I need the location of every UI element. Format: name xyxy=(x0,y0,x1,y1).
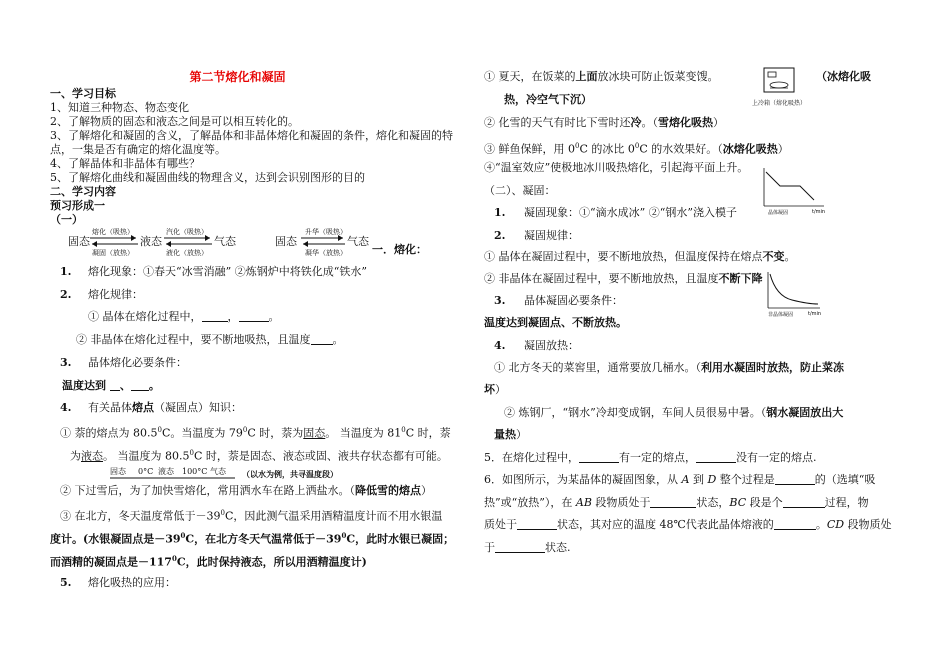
diagram2-solid: 固态 xyxy=(275,235,297,248)
q4c-line: ③ 在北方，冬天温度常低于$-39^0C$，因此测气温采用酒精温度计而不用水银温 xyxy=(60,509,443,523)
q4a-line2: 为液态。 当温度为 80.5$^0$C 时，萘是固态、液态或固、液共存状态都有可能。 xyxy=(70,449,448,463)
diagram-gas: 气态 xyxy=(214,235,236,248)
part-two-label: （二）、凝固： xyxy=(484,184,556,197)
diagram2-gas: 气态 xyxy=(347,235,369,248)
fig-temp: 0°C xyxy=(138,467,154,476)
q2b-end: 。 xyxy=(332,333,344,346)
chart2-curve xyxy=(770,274,818,304)
q2-text: 熔化规律： xyxy=(88,288,143,301)
fridge-figure-icon xyxy=(760,66,800,102)
goal-3-cont: 点，一集是否有确定的熔化温度等。 xyxy=(50,143,226,156)
diagram2-desublime-label: 凝华（放热） xyxy=(305,249,347,257)
q2a-blank-1[interactable] xyxy=(202,310,228,322)
part-one-label: （一） xyxy=(50,213,83,226)
g3-number: 3. xyxy=(494,294,506,307)
state-diagram-solid-liquid-gas xyxy=(68,226,268,256)
q4b-line: ② 下过雪后，为了加快雪熔化，常用洒水车在路上洒盐水。（降低雪的熔点） xyxy=(60,484,432,497)
fig-axis-line-icon xyxy=(110,476,235,480)
q4a-line1: ① 萘的熔点为 80.5$^0$C。当温度为 $79^0C$ 时，萘为固态。 当温度为 $81^0C$ 时，萘 xyxy=(60,426,451,440)
r3-line: ③ 鲜鱼保鲜，用 $0^0C$ 的冰比 $0^0C$ 的水效果好。（冰熔化吸热） xyxy=(484,142,789,156)
section-learning-goals: 一、学习目标 xyxy=(50,87,116,100)
goal-3: 3、了解熔化和凝固的含义，了解晶体和非晶体熔化和凝固的条件，熔化和凝固的特 xyxy=(50,129,453,142)
g2-number: 2. xyxy=(494,229,506,242)
q3-blank-2[interactable] xyxy=(131,379,149,391)
q3-end: 。 xyxy=(148,379,160,392)
g2a-line: ① 晶体在凝固过程中，要不断地放热，但温度保持在熔点不变。 xyxy=(484,250,796,263)
r2-line: ② 化雪的天气有时比下雪时还冷。（雪熔化吸热） xyxy=(484,116,724,129)
r4-line: ④“温室效应”使极地冰川吸热熔化，引起海平面上升。 xyxy=(484,161,749,174)
temperature-figure xyxy=(110,465,410,483)
q4e-line: 而酒精的凝固点是$-117^0C$，此时保持液态，所以用酒精温度计) xyxy=(50,554,367,569)
chart1-tlabel: t/min xyxy=(812,209,826,215)
q6-blank-2[interactable] xyxy=(650,496,696,508)
q4-bold-melting-point: 熔点 xyxy=(132,401,154,414)
q2b-line xyxy=(76,333,344,347)
diagram-melt-label: 熔化（吸热） xyxy=(92,228,134,236)
crystal-solidify-chart xyxy=(752,164,832,218)
q5-right-line: 5．在熔化过程中， 有一定的熔点， 没有一定的熔点. xyxy=(484,451,817,464)
g4a-line: ① 北方冬天的菜窖里，通常要放几桶水。（利用水凝固时放热，防止菜冻 xyxy=(494,361,844,374)
q3-number: 3. xyxy=(60,356,72,369)
q3-text: 晶体熔化必要条件： xyxy=(88,356,187,369)
g4-number: 4. xyxy=(494,339,506,352)
q6-line1: 6．如图所示，为某晶体的凝固图象，从 A 到 D 整个过程是 的（选填“吸 xyxy=(484,473,876,486)
g2b-line: ② 非晶体在凝固过程中，要不断地放热，且温度不断下降 xyxy=(484,272,763,285)
goal-5: 5、了解熔化曲线和凝固曲线的物理含义，达到会识别图形的目的 xyxy=(50,171,365,184)
q6-blank-5[interactable] xyxy=(774,518,816,530)
amorphous-solidify-chart xyxy=(762,266,826,320)
fig-note: （以水为例，共寻温度段） xyxy=(242,469,338,479)
page-title: 第二节熔化和凝固 xyxy=(189,70,286,84)
q4-number: 4. xyxy=(60,401,72,414)
q6-blank-3[interactable] xyxy=(783,496,825,508)
diagram-vapor-label: 汽化（吸热） xyxy=(166,228,208,236)
q5-blank-1[interactable] xyxy=(579,451,619,463)
q6-blank-6[interactable] xyxy=(495,541,545,553)
chart1-xlabel: 晶体凝固 xyxy=(768,210,789,216)
fig-solid: 固态 xyxy=(110,467,126,476)
g3-answer: 温度达到凝固点、不断放热。 xyxy=(484,316,627,329)
g4b-line2: 量热） xyxy=(494,428,527,441)
melting-heading: 一．熔化： xyxy=(372,243,427,256)
q6-line2: 热”或“放热”），在 AB 段物质处于 状态，BC 段是个 过程，物 xyxy=(484,496,869,509)
q3-blank-1[interactable] xyxy=(110,379,120,391)
goal-4: 4、了解晶体和非晶体有哪些？ xyxy=(50,157,200,170)
q2-number: 2. xyxy=(60,288,72,301)
fig-gas: 气态 xyxy=(210,467,226,476)
q3-sep: 、 xyxy=(119,379,131,392)
chart1-curve xyxy=(766,172,814,200)
chart2-xlabel: 非晶体凝固 xyxy=(768,312,794,318)
q2a-text: ① 晶体在熔化过程中， xyxy=(88,310,202,323)
q1-number: 1. xyxy=(60,265,72,278)
r1-line: ① 夏天，在饭菜的上面放冰块可防止饭菜变馊。 xyxy=(484,70,719,83)
q2a-sep: ， xyxy=(227,310,239,323)
diagram-solid: 固态 xyxy=(68,235,90,248)
q2a-end: 。 xyxy=(268,310,280,323)
q6-blank-1[interactable] xyxy=(775,473,815,485)
g4b-line: ② 炼钢厂，“钢水”冷却变成钢，车间人员很易中暑。（钢水凝固放出大 xyxy=(504,406,844,419)
q2a-blank-2[interactable] xyxy=(239,310,269,322)
g1-text: 凝固现象：①“滴水成冰” ②“钢水”浇入模子 xyxy=(524,206,737,219)
r1-answer: （冰熔化吸 xyxy=(816,70,871,83)
chart2-tlabel: t/min xyxy=(808,311,822,317)
q3-answer-line xyxy=(62,379,160,393)
g1-number: 1. xyxy=(494,206,506,219)
q2b-blank[interactable] xyxy=(311,333,333,345)
q4d-line: 度计。(水银凝固点是$-39^0C$，在北方冬天气温常低于$-39^0C$，此时水银已凝固； xyxy=(50,531,455,546)
g2-text: 凝固规律： xyxy=(524,229,579,242)
q2b-text: ② 非晶体在熔化过程中，要不断地吸热，且温度 xyxy=(76,333,311,346)
q6-line4: 于 状态. xyxy=(484,541,571,554)
q1-text: 熔化现象：①春天“冰雪消融” ②炼钢炉中将铁化成“铁水” xyxy=(88,265,367,278)
q6-line3: 质处于 状态，其对应的温度 48℃代表此晶体熔液的 。CD 段物质处 xyxy=(484,518,892,531)
preview-heading: 预习形成一 xyxy=(50,199,105,212)
r1-answer-cont: 热，冷空气下沉） xyxy=(504,93,592,106)
diagram-liquid: 液态 xyxy=(140,235,162,248)
g4a-line2: 坏） xyxy=(484,383,506,396)
g4-text: 凝固放热： xyxy=(524,339,579,352)
q5-text: 熔化吸热的应用： xyxy=(88,576,176,589)
fig-temp2: 100°C xyxy=(182,467,208,476)
q5-blank-2[interactable] xyxy=(696,451,736,463)
q2a-line xyxy=(88,310,280,324)
fig-liquid: 液态 xyxy=(158,467,174,476)
q5-number: 5. xyxy=(60,576,72,589)
fridge-figure-label: 上冷箱（熔化吸热） xyxy=(752,100,807,107)
q3-answer-text: 温度达到 xyxy=(62,379,106,392)
diagram2-sublime-label: 升华（吸热） xyxy=(305,228,347,236)
goal-2: 2、了解物质的固态和液态之间是可以相互转化的。 xyxy=(50,115,299,128)
g3-text: 晶体凝固必要条件： xyxy=(524,294,623,307)
q4-text: 有关晶体熔点（凝固点）知识： xyxy=(88,401,242,414)
section-learning-content: 二、学习内容 xyxy=(50,185,116,198)
q6-blank-4[interactable] xyxy=(517,518,557,530)
diagram-liquefy-label: 液化（放热） xyxy=(166,249,208,257)
diagram-freeze-label: 凝固（放热） xyxy=(92,249,134,257)
goal-1: 1、知道三种物态、物态变化 xyxy=(50,101,189,114)
